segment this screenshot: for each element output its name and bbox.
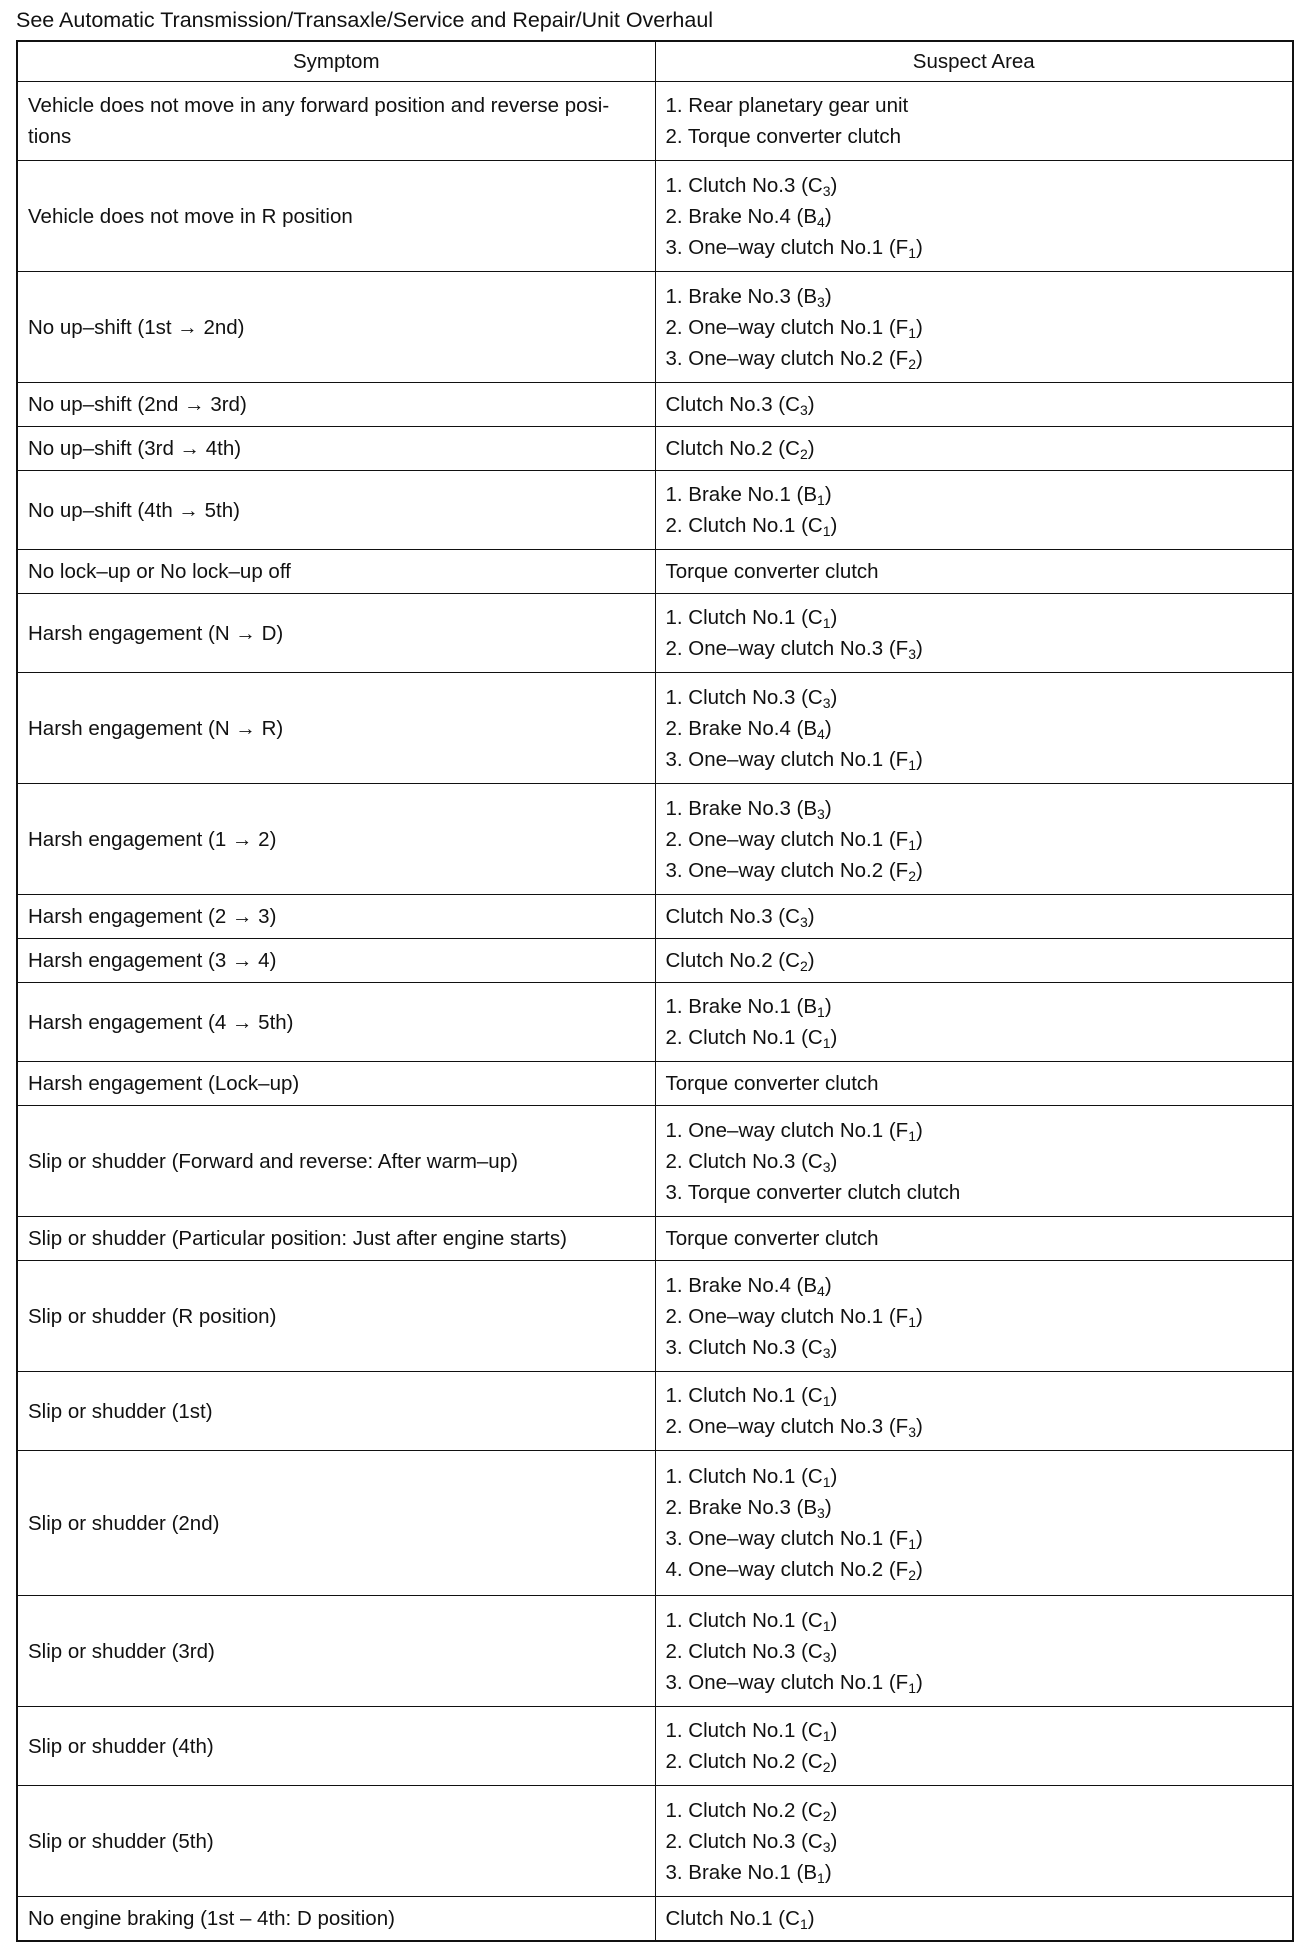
symptom-cell: Slip or shudder (1st) (17, 1372, 655, 1451)
column-header-symptom: Symptom (17, 41, 655, 82)
suspect-area-item: Clutch No.3 $(C_3)$ (665, 393, 815, 418)
suspect-area-cell (655, 784, 1293, 895)
suspect-area-item: Clutch No.2 $(C_2)$ (665, 437, 815, 462)
suspect-area-item: 2. Clutch No.3 $(C_3)$ (665, 1829, 838, 1855)
suspect-area-item: 3. One–way clutch No.1 $(F_1)$ (665, 1527, 923, 1552)
table-row (17, 939, 1293, 983)
suspect-area-cell (655, 895, 1293, 939)
suspect-area-item: 2. Clutch No.1 $(C_1)$ (665, 514, 838, 539)
symptom-cell: Harsh engagement (N → D) (17, 594, 655, 673)
suspect-area-item: 1. Clutch No.1 $(C_1)$ (665, 606, 838, 631)
symptom-cell: Slip or shudder (R position) (17, 1261, 655, 1372)
symptom-cell: No lock–up or No lock–up off (17, 550, 655, 594)
table-row (17, 1786, 1293, 1897)
suspect-area-cell (655, 1451, 1293, 1596)
suspect-area-item: 1. Brake No.3 $(B_3)$ (665, 284, 832, 310)
table-row (17, 1707, 1293, 1786)
suspect-area-item: 1. Clutch No.1 $(C_1)$ (665, 1719, 838, 1744)
suspect-area-cell (655, 1217, 1293, 1261)
table-row (17, 1106, 1293, 1217)
suspect-area-item: 1. Clutch No.3 $(C_3)$ (665, 685, 838, 711)
column-header-suspect-area: Suspect Area (655, 41, 1293, 82)
table-row (17, 1217, 1293, 1261)
suspect-area-item: 1. Clutch No.1 $(C_1)$ (665, 1465, 838, 1490)
suspect-area-cell (655, 550, 1293, 594)
suspect-area-item: 3. One–way clutch No.2 $(F_2)$ (665, 346, 923, 372)
suspect-area-item: 2. Clutch No.3 $(C_3)$ (665, 1149, 838, 1175)
table-row (17, 1261, 1293, 1372)
symptom-cell: Vehicle does not move in any forward position and reverse posi- tions (17, 82, 655, 161)
suspect-area-cell (655, 939, 1293, 983)
symptom-cell: No up–shift (1st → 2nd) (17, 272, 655, 383)
table-row (17, 82, 1293, 161)
suspect-area-item: Clutch No.3 $(C_3)$ (665, 905, 815, 930)
suspect-area-item: 1. Clutch No.1 $(C_1)$ (665, 1384, 838, 1409)
suspect-area-cell (655, 383, 1293, 427)
symptom-cell: Slip or shudder (Forward and reverse: After warm–up) (17, 1106, 655, 1217)
suspect-area-item: Torque converter clutch (665, 560, 879, 583)
symptom-cell: Slip or shudder (Particular position: Just after engine starts) (17, 1217, 655, 1261)
suspect-area-cell (655, 673, 1293, 784)
suspect-area-cell (655, 1707, 1293, 1786)
suspect-area-item: Clutch No.2 $(C_2)$ (665, 949, 815, 974)
symptom-table (16, 40, 1294, 1942)
table-row (17, 673, 1293, 784)
table-row (17, 784, 1293, 895)
table-row (17, 427, 1293, 471)
suspect-area-item: 3. One–way clutch No.1 $(F_1)$ (665, 747, 923, 773)
suspect-area-item: 1. One–way clutch No.1 $(F_1)$ (665, 1118, 923, 1144)
suspect-area-item: 3. One–way clutch No.2 $(F_2)$ (665, 858, 923, 884)
suspect-area-item: 1. Clutch No.2 $(C_2)$ (665, 1798, 838, 1824)
header-note: See Automatic Transmission/Transaxle/Service and Repair/Unit Overhaul (16, 8, 714, 32)
table-row (17, 383, 1293, 427)
suspect-area-item: 3. Clutch No.3 $(C_3)$ (665, 1335, 838, 1361)
suspect-area-item: 2. One–way clutch No.3 $(F_3)$ (665, 637, 923, 662)
symptom-cell: No up–shift (3rd → 4th) (17, 427, 655, 471)
suspect-area-item: 2. One–way clutch No.1 $(F_1)$ (665, 827, 923, 853)
suspect-area-cell (655, 1106, 1293, 1217)
table-row (17, 471, 1293, 550)
symptom-cell: Harsh engagement (Lock–up) (17, 1062, 655, 1106)
symptom-cell: Slip or shudder (2nd) (17, 1451, 655, 1596)
suspect-area-item: Torque converter clutch (665, 1072, 879, 1095)
suspect-area-item: 2. Brake No.4 $(B_4)$ (665, 716, 832, 742)
symptom-cell: Harsh engagement (1 → 2) (17, 784, 655, 895)
suspect-area-item: 2. Clutch No.3 $(C_3)$ (665, 1639, 838, 1665)
symptom-cell: Harsh engagement (2 → 3) (17, 895, 655, 939)
suspect-area-item: 2. One–way clutch No.1 $(F_1)$ (665, 1304, 923, 1330)
suspect-area-item: 3. One–way clutch No.1 $(F_1)$ (665, 235, 923, 261)
table-row (17, 1372, 1293, 1451)
suspect-area-cell (655, 594, 1293, 673)
table-row (17, 594, 1293, 673)
symptom-cell: Harsh engagement (4 → 5th) (17, 983, 655, 1062)
suspect-area-cell (655, 1062, 1293, 1106)
suspect-area-cell (655, 82, 1293, 161)
suspect-area-item: 1. Brake No.1 $(B_1)$ (665, 995, 832, 1020)
symptom-cell: Harsh engagement (3 → 4) (17, 939, 655, 983)
symptom-cell: Slip or shudder (4th) (17, 1707, 655, 1786)
table-row (17, 1596, 1293, 1707)
table-body (17, 82, 1293, 1941)
suspect-area-item: 2. Torque converter clutch (665, 125, 901, 148)
suspect-area-item: 1. Brake No.4 $(B_4)$ (665, 1273, 832, 1299)
suspect-area-item: 2. One–way clutch No.3 $(F_3)$ (665, 1415, 923, 1440)
suspect-area-item: 3. One–way clutch No.1 $(F_1)$ (665, 1670, 923, 1696)
suspect-area-cell (655, 1372, 1293, 1451)
suspect-area-cell (655, 1596, 1293, 1707)
suspect-area-item: 1. Brake No.1 $(B_1)$ (665, 483, 832, 508)
table-row (17, 1897, 1293, 1941)
suspect-area-item: 1. Rear planetary gear unit (665, 94, 909, 117)
suspect-area-item: 1. Brake No.3 $(B_3)$ (665, 796, 832, 822)
symptom-cell: Vehicle does not move in R position (17, 161, 655, 272)
suspect-area-cell (655, 427, 1293, 471)
suspect-area-item: 1. Clutch No.3 $(C_3)$ (665, 173, 838, 199)
suspect-area-cell (655, 471, 1293, 550)
suspect-area-cell (655, 161, 1293, 272)
suspect-area-item: 4. One–way clutch No.2 $(F_2)$ (665, 1558, 923, 1583)
suspect-area-item: 2. Clutch No.1 $(C_1)$ (665, 1026, 838, 1051)
symptom-cell: No up–shift (2nd → 3rd) (17, 383, 655, 427)
table-header-row (17, 41, 1293, 82)
table-row (17, 272, 1293, 383)
table-row (17, 983, 1293, 1062)
suspect-area-item: 2. Clutch No.2 $(C_2)$ (665, 1750, 838, 1775)
symptom-cell: No engine braking (1st – 4th: D position) (17, 1897, 655, 1941)
suspect-area-item: 1. Clutch No.1 $(C_1)$ (665, 1608, 838, 1634)
symptom-cell: Slip or shudder (5th) (17, 1786, 655, 1897)
symptom-cell: Slip or shudder (3rd) (17, 1596, 655, 1707)
suspect-area-item: 3. Torque converter clutch clutch (665, 1180, 961, 1204)
table-row (17, 895, 1293, 939)
suspect-area-item: 2. Brake No.4 $(B_4)$ (665, 204, 832, 230)
symptom-cell: No up–shift (4th → 5th) (17, 471, 655, 550)
suspect-area-item: 2. One–way clutch No.1 $(F_1)$ (665, 315, 923, 341)
table-row (17, 550, 1293, 594)
table-row (17, 1062, 1293, 1106)
symptom-cell: Harsh engagement (N → R) (17, 673, 655, 784)
suspect-area-item: 3. Brake No.1 $(B_1)$ (665, 1860, 832, 1886)
suspect-area-item: Clutch No.1 $(C_1)$ (665, 1906, 815, 1932)
suspect-area-cell (655, 983, 1293, 1062)
suspect-area-cell (655, 1897, 1293, 1941)
suspect-area-cell (655, 272, 1293, 383)
suspect-area-cell (655, 1261, 1293, 1372)
suspect-area-item: 2. Brake No.3 $(B_3)$ (665, 1496, 832, 1521)
table-row (17, 1451, 1293, 1596)
suspect-area-item: Torque converter clutch (665, 1227, 879, 1250)
table-row (17, 161, 1293, 272)
suspect-area-cell (655, 1786, 1293, 1897)
